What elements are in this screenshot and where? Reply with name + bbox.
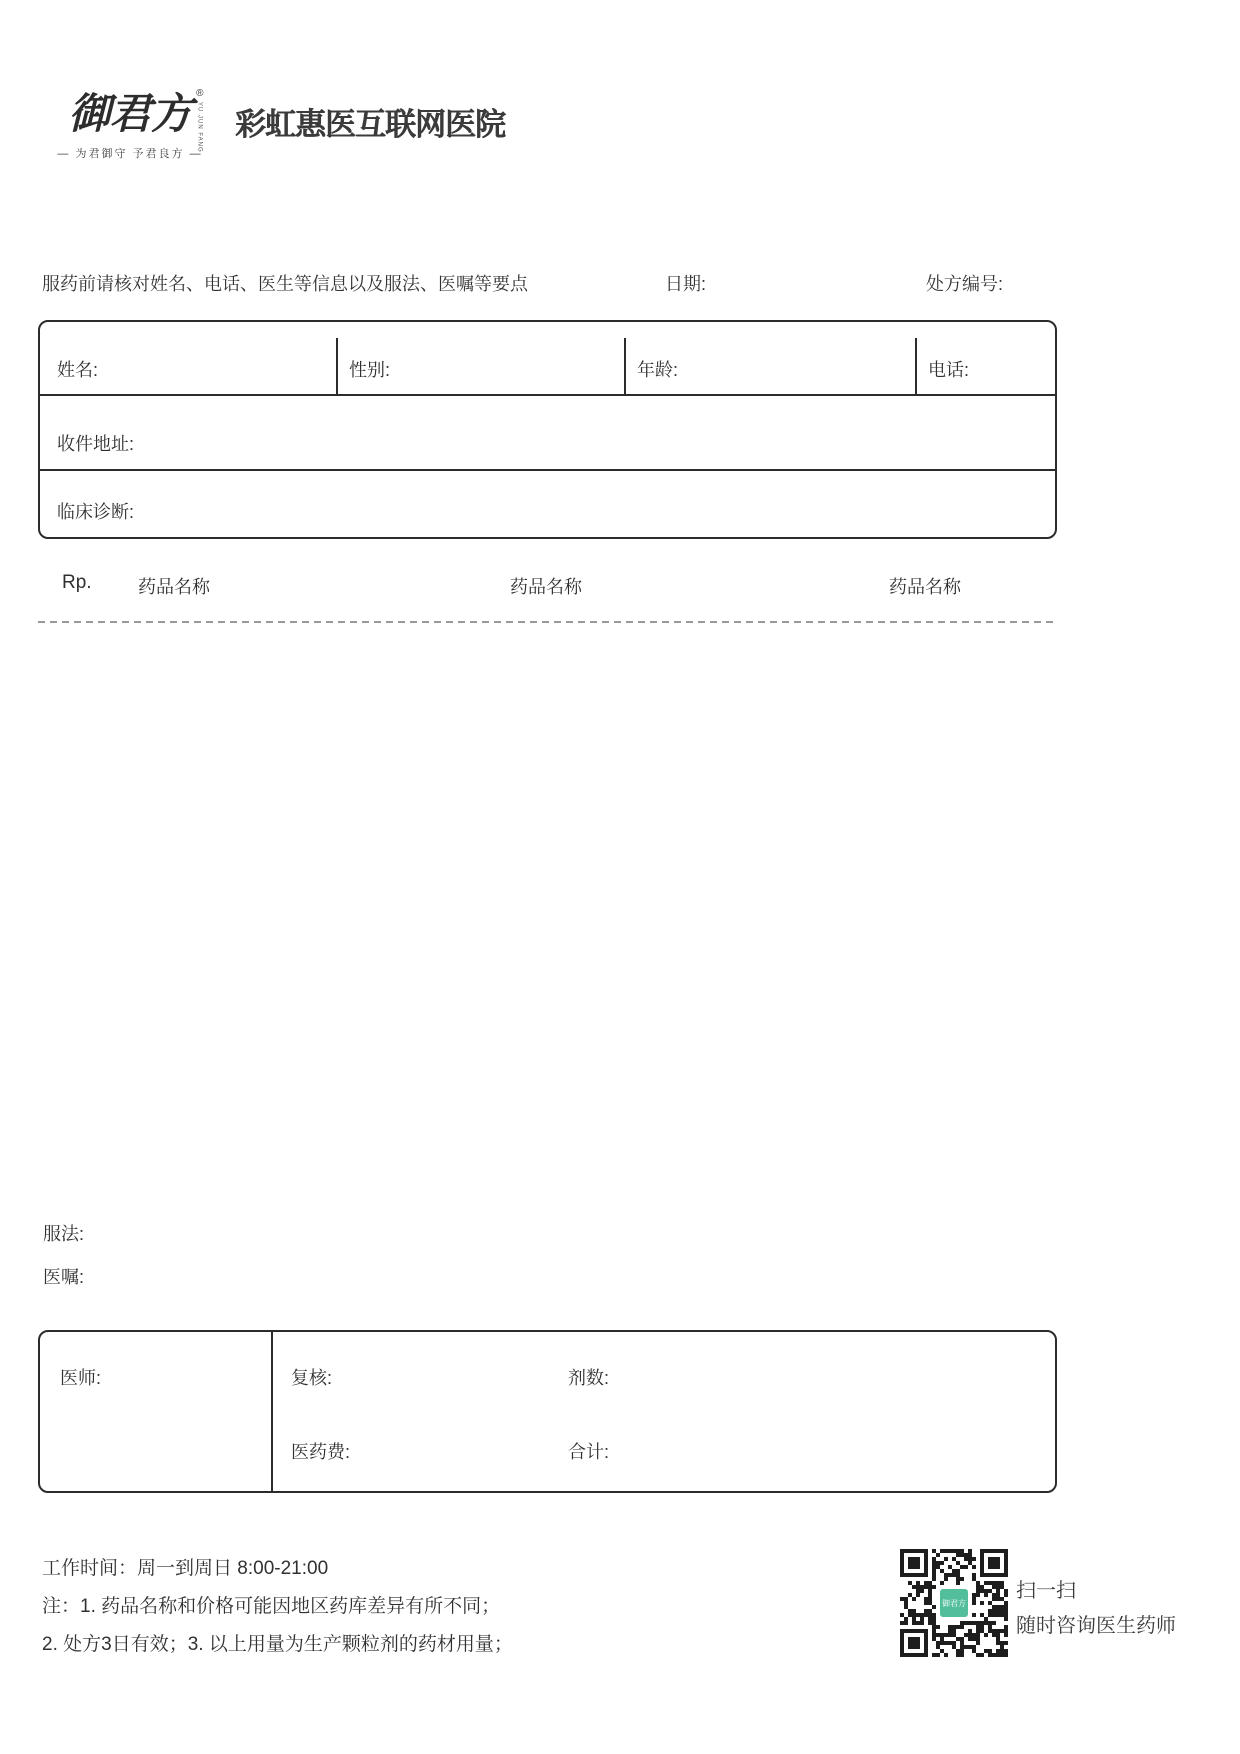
registered-trademark-icon: ® <box>196 88 204 99</box>
scan-subtitle: 随时咨询医生药师 <box>1016 1615 1176 1637</box>
qr-code <box>900 1549 1008 1657</box>
physician-label: 医师: <box>60 1368 102 1388</box>
drug-name-column-header: 药品名称 <box>889 577 961 597</box>
patient-gender-label: 性别: <box>349 360 391 380</box>
scan-me-label: 扫一扫 <box>1016 1580 1076 1602</box>
divider <box>40 394 1055 396</box>
page-title: 彩虹惠医互联网医院 <box>235 107 505 142</box>
doctor-advice-label: 医嘱: <box>43 1267 85 1287</box>
date-field-label: 日期: <box>665 274 707 294</box>
patient-info-box <box>38 320 1057 539</box>
rp-label: Rp. <box>62 572 92 593</box>
dashed-separator <box>38 621 1057 623</box>
brand-tagline: — 为君御守 予君良方 — <box>57 148 203 160</box>
note-line-2: 2. 处方3日有效；3. 以上用量为生产颗粒剂的药材用量； <box>42 1634 513 1655</box>
brand-pinyin-text: YU JUN FANG <box>196 102 203 153</box>
medicine-fee-label: 医药费: <box>291 1442 351 1462</box>
work-hours-text: 工作时间：周一到周日 8:00-21:00 <box>42 1558 329 1579</box>
qr-center-logo <box>938 1587 970 1619</box>
divider <box>40 469 1055 471</box>
divider <box>915 338 917 394</box>
shipping-address-label: 收件地址: <box>57 434 135 454</box>
divider <box>271 1332 273 1491</box>
total-label: 合计: <box>568 1442 610 1462</box>
brand-logo <box>55 88 205 161</box>
drug-name-column-header: 药品名称 <box>510 577 582 597</box>
patient-phone-label: 电话: <box>928 360 970 380</box>
divider <box>336 338 338 394</box>
usage-method-label: 服法: <box>43 1224 85 1244</box>
rx-number-field-label: 处方编号: <box>926 274 1004 294</box>
drug-name-column-header: 药品名称 <box>138 577 210 597</box>
signature-fee-box <box>38 1330 1057 1493</box>
qr-center-logo-text: 御君方 <box>942 1598 966 1608</box>
verification-notice: 服药前请核对姓名、电话、医生等信息以及服法、医嘱等要点 <box>42 274 528 294</box>
divider <box>624 338 626 394</box>
brand-logo-text: 御君方 <box>68 92 192 138</box>
review-label: 复核: <box>291 1368 333 1388</box>
patient-age-label: 年龄: <box>637 360 679 380</box>
patient-name-label: 姓名: <box>57 360 99 380</box>
note-line-1: 注：1. 药品名称和价格可能因地区药库差异有所不同； <box>42 1596 501 1617</box>
clinical-diagnosis-label: 临床诊断: <box>57 502 135 522</box>
dose-count-label: 剂数: <box>568 1368 610 1388</box>
